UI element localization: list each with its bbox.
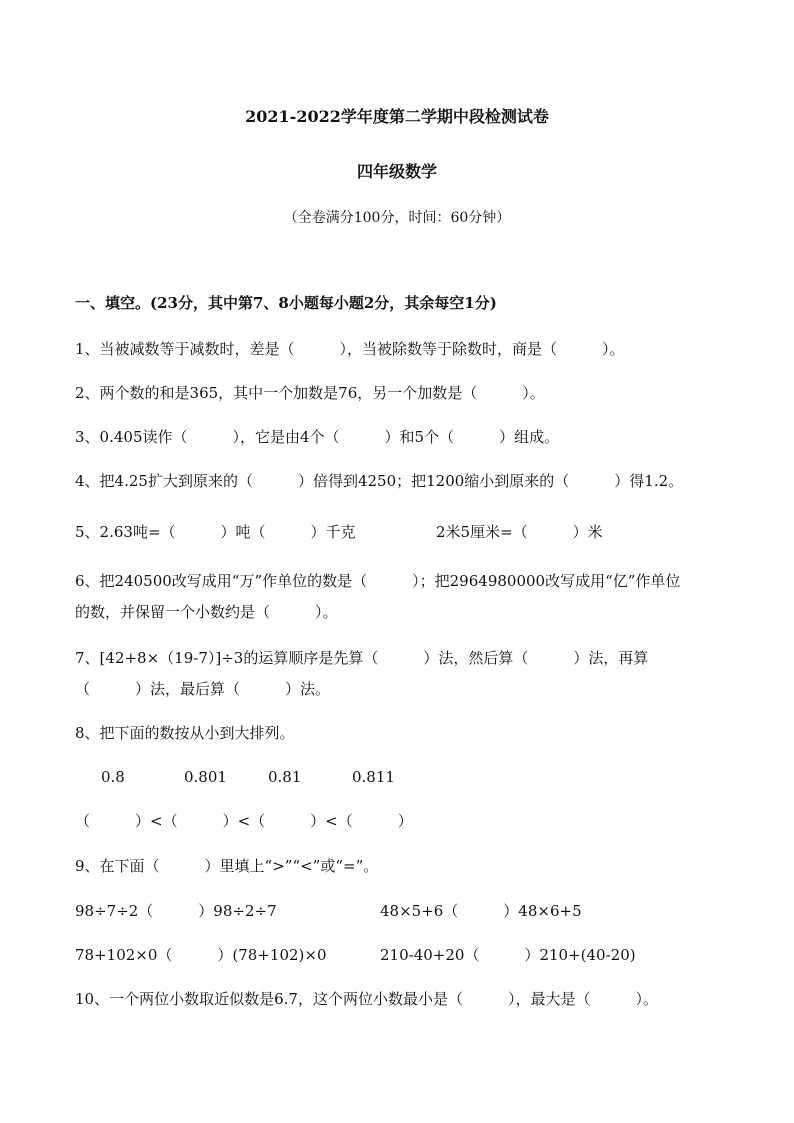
q9-row2-left: 78+102×0（ ）(78+102)×0 xyxy=(75,946,327,964)
question-6-line-2: 的数，并保留一个小数约是（ ）。 xyxy=(75,603,338,621)
q8-answer-blanks: （ ）<（ ）<（ ）<（ ） xyxy=(75,812,413,830)
q9-row1-right: 48×5+6（ ）48×6+5 xyxy=(380,902,582,920)
q8-number-1: 0.8 xyxy=(101,768,125,786)
question-7-line-2: （ ）法，最后算（ ）法。 xyxy=(75,680,331,698)
q9-row2-right: 210-40+20（ ）210+(40-20) xyxy=(380,946,636,964)
question-8: 8、把下面的数按从小到大排列。 xyxy=(75,724,295,742)
question-6-line-1: 6、把240500改写成用“万”作单位的数是（ ）；把2964980000改写成用“亿”作单位 xyxy=(75,572,681,590)
q8-number-2: 0.801 xyxy=(184,768,227,786)
question-1: 1、当被减数等于减数时，差是（ ），当被除数等于除数时，商是（ ）。 xyxy=(75,340,625,358)
question-3: 3、0.405读作（ ），它是由4个（ ）和5个（ ）组成。 xyxy=(75,428,560,446)
question-7-line-1: 7、[42+8×（19-7）]÷3的运算顺序是先算（ ）法，然后算（ ）法，再算 xyxy=(75,649,649,667)
question-2: 2、两个数的和是365，其中一个加数是76，另一个加数是（ ）。 xyxy=(75,384,545,402)
exam-note: （全卷满分100分，时间：60分钟） xyxy=(283,210,511,226)
question-9: 9、在下面（ ）里填上“>”“<”或“=”。 xyxy=(75,857,379,875)
exam-subject: 四年级数学 xyxy=(356,162,437,181)
section-heading: 一、填空。(23分，其中第7、8小题每小题2分，其余每空1分) xyxy=(75,294,497,312)
question-5-part-a: 5、2.63吨=（ ）吨（ ）千克 xyxy=(75,523,356,541)
q8-number-3: 0.81 xyxy=(268,768,302,786)
question-5-part-b: 2米5厘米=（ ）米 xyxy=(436,523,603,541)
q9-row1-left: 98÷7÷2（ ）98÷2÷7 xyxy=(75,902,277,920)
question-10: 10、一个两位小数取近似数是6.7，这个两位小数最小是（ ），最大是（ ）。 xyxy=(75,990,658,1008)
question-4: 4、把4.25扩大到原来的（ ）倍得到4250；把1200缩小到原来的（ ）得1.2。 xyxy=(75,472,684,490)
q8-number-4: 0.811 xyxy=(352,768,395,786)
exam-title: 2021-2022学年度第二学期中段检测试卷 xyxy=(245,107,549,126)
